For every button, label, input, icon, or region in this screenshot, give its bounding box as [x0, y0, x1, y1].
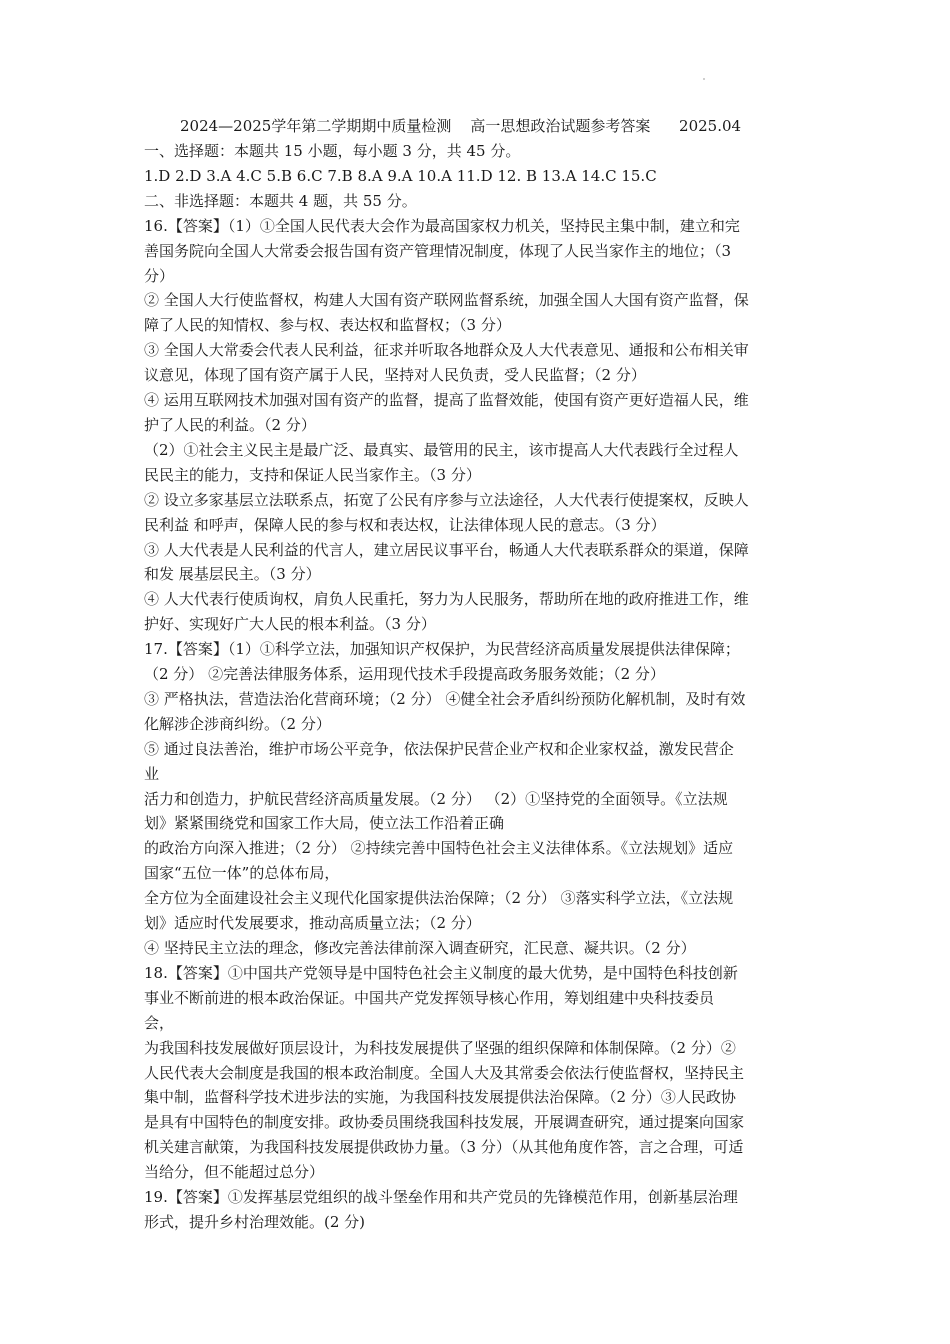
answer-line: 划》适应时代发展要求，推动高质量立法；（2 分）	[144, 914, 481, 933]
answer-line: 活力和创造力，护航民营经济高质量发展。（2 分） （2）①坚持党的全面领导。《立法规	[144, 789, 728, 808]
answer-line: ④ 人大代表行使质询权，肩负人民重托，努力为人民服务，帮助所在地的政府推进工作，维	[144, 590, 749, 609]
answer-line: 民民主的能力，支持和保证人民当家作主。（3 分）	[144, 465, 481, 484]
answer-line: 全方位为全面建设社会主义现代化国家提供法治保障；（2 分） ③落实科学立法，《立法规	[144, 889, 734, 908]
answer-line: 业	[144, 764, 160, 783]
answer-line: ③ 人大代表是人民利益的代言人，建立居民议事平台，畅通人大代表联系群众的渠道，保障	[144, 540, 749, 559]
answer-line: 善国务院向全国人大常委会报告国有资产管理情况制度，体现了人民当家作主的地位；（3	[144, 241, 732, 260]
page-title: 2024—2025学年第二学期期中质量检测 高一思想政治试题参考答案 2025.04	[180, 117, 742, 135]
answer-line: 形式，提升乡村治理效能。(2 分)	[144, 1212, 366, 1231]
section-heading-choice: 一、选择题：本题共 15 小题，每小题 3 分，共 45 分。	[144, 142, 521, 160]
answer-line: 19.【答案】①发挥基层党组织的战斗堡垒作用和共产党员的先锋模范作用，创新基层治理	[144, 1188, 738, 1207]
answer-line: 和发 展基层民主。（3 分）	[144, 565, 321, 584]
answer-line: 民利益 和呼声，保障人民的参与权和表达权，让法律体现人民的意志。（3 分）	[144, 515, 666, 534]
answer-line: ③ 严格执法，营造法治化营商环境；（2 分） ④健全社会矛盾纠纷预防化解机制，及时有效	[144, 689, 746, 708]
section-heading-nonchoice: 二、非选择题：本题共 4 题，共 55 分。	[144, 191, 417, 210]
choice-answers: 1.D 2.D 3.A 4.C 5.B 6.C 7.B 8.A 9.A 10.A 11.D 12. B 13.A 14.C 15.C	[144, 166, 657, 185]
answer-line: 当给分，但不能超过总分）	[144, 1163, 325, 1182]
answer-line: 会，	[144, 1013, 175, 1032]
answer-line: 为我国科技发展做好顶层设计，为科技发展提供了坚强的组织保障和体制保障。（2 分）②	[144, 1038, 736, 1057]
answer-line: 化解涉企涉商纠纷。（2 分）	[144, 714, 331, 733]
answer-line: 人民代表大会制度是我国的根本政治制度。全国人大及其常委会依法行使监督权，坚持民主	[144, 1063, 745, 1082]
answer-line: 议意见，体现了国有资产属于人民，坚持对人民负责，受人民监督；（2 分）	[144, 366, 646, 385]
answer-line: 划》紧紧围绕党和国家工作大局，使立法工作沿着正确	[144, 814, 505, 833]
answer-line: 国家“五位一体”的总体布局，	[144, 864, 340, 883]
answer-line: ⑤ 通过良法善治，维护市场公平竞争，依法保护民营企业产权和企业家权益，激发民营企	[144, 739, 734, 758]
answer-line: ② 全国人大行使监督权，构建人大国有资产联网监督系统，加强全国人大国有资产监督，保	[144, 291, 749, 310]
answer-line: ③ 全国人大常委会代表人民利益，征求并听取各地群众及人大代表意见、通报和公布相关审	[144, 341, 749, 360]
answer-line: 障了人民的知情权、参与权、表达权和监督权；（3 分）	[144, 316, 511, 335]
answer-line: （2）①社会主义民主是最广泛、最真实、最管用的民主，该市提高人大代表践行全过程人	[144, 440, 739, 459]
answer-line: ② 设立多家基层立法联系点，拓宽了公民有序参与立法途径，人大代表行使提案权，反映人	[144, 490, 749, 509]
answer-line: 护了人民的利益。（2 分）	[144, 415, 316, 434]
answer-sheet	[144, 113, 816, 1235]
answer-line: （2 分） ②完善法律服务体系，运用现代技术手段提高政务服务效能；（2 分）	[144, 665, 665, 684]
answer-line: 18.【答案】①中国共产党领导是中国特色社会主义制度的最大优势，是中国特色科技创新	[144, 963, 738, 982]
answer-line: ④ 运用互联网技术加强对国有资产的监督，提高了监督效能，使国有资产更好造福人民，维	[144, 391, 749, 410]
answer-line: 机关建言献策，为我国科技发展提供政协力量。（3 分）（从其他角度作答，言之合理，可适	[144, 1138, 744, 1157]
answer-line: 的政治方向深入推进；（2 分） ②持续完善中国特色社会主义法律体系。《立法规划》适应	[144, 839, 734, 858]
answer-line: 事业不断前进的根本政治保证。中国共产党发挥领导核心作用，筹划组建中央科技委员	[144, 988, 715, 1007]
answer-line: 护好、实现好广大人民的根本利益。（3 分）	[144, 615, 436, 634]
answer-line: 17.【答案】（1）①科学立法，加强知识产权保护，为民营经济高质量发展提供法律保障；	[144, 640, 740, 659]
corner-mark	[703, 78, 705, 80]
answer-line: 集中制，监督科学技术进步法的实施，为我国科技发展提供法治保障。（2 分）③人民政协	[144, 1088, 736, 1107]
answer-line: 16.【答案】（1）①全国人民代表大会作为最高国家权力机关，坚持民主集中制，建立和完	[144, 216, 740, 235]
answer-line: 分）	[144, 266, 175, 285]
answer-line: ④ 坚持民主立法的理念，修改完善法律前深入调查研究，汇民意、凝共识。（2 分）	[144, 939, 696, 957]
answer-line: 是具有中国特色的制度安排。政协委员围绕我国科技发展，开展调查研究，通过提案向国家	[144, 1113, 745, 1132]
